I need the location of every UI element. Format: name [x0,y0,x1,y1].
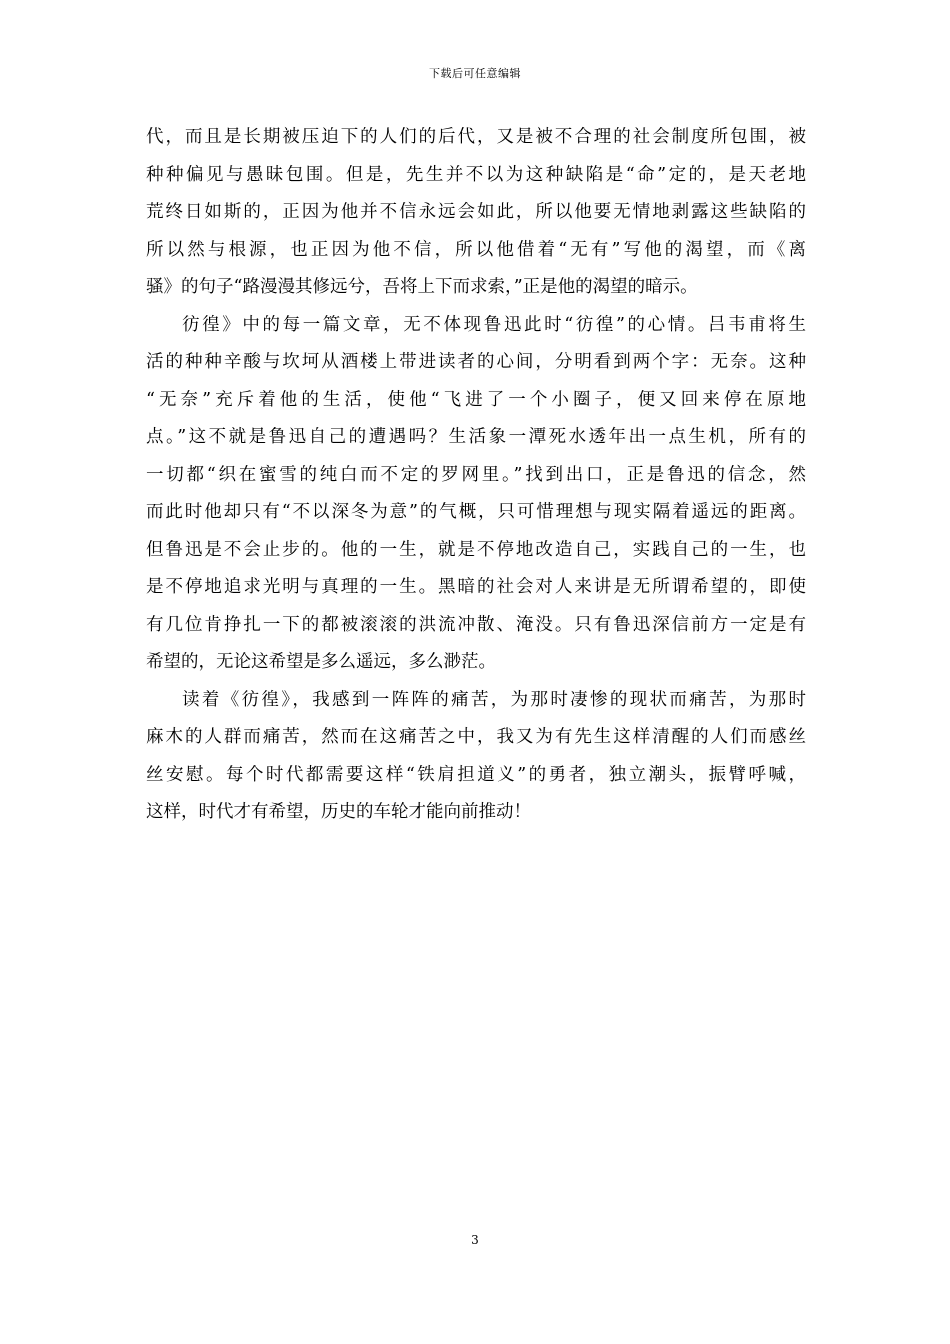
paragraph-2 [146,307,806,682]
text-line: 代，而且是长期被压迫下的人们的后代，又是被不合理的社会制度所包围，被 [146,127,806,147]
paragraph-1 [146,119,806,307]
text-line: 活的种种辛酸与坎坷从酒楼上带进读者的心间，分明看到两个字：无奈。这种 [146,352,806,372]
text-line: 彷徨》中的每一篇文章，无不体现鲁迅此时“彷徨”的心情。吕韦甫将生 [182,314,806,335]
text-line: 一切都“织在蜜雪的纯白而不定的罗网里。”找到出口，正是鲁迅的信念，然 [146,464,806,485]
text-line: 所以然与根源，也正因为他不信，所以他借着“无有”写他的渴望，而《离 [146,239,806,260]
text-line: 但鲁迅是不会止步的。他的一生，就是不停地改造自己，实践自己的一生，也 [146,539,806,560]
text-line: “无奈”充斥着他的生活，使他“飞进了一个小圈子，便又回来停在原地 [146,389,806,410]
text-line: 而此时他却只有“不以深冬为意”的气概，只可惜理想与现实隔着遥远的距离。 [146,502,806,522]
text-line: 读着《彷徨》，我感到一阵阵的痛苦，为那时凄惨的现状而痛苦，为那时 [182,689,806,710]
text-line: 这样，时代才有希望，历史的车轮才能向前推动！ [146,802,531,822]
text-line: 希望的，无论这希望是多么遥远，多么渺茫。 [146,652,496,672]
paragraph-3 [146,682,806,832]
text-line: 麻木的人群而痛苦，然而在这痛苦之中，我又为有先生这样清醒的人们而感丝 [146,727,806,747]
page-header: 下载后可任意编辑 [429,67,521,80]
text-line: 点。”这不就是鲁迅自己的遭遇吗？生活象一潭死水透年出一点生机，所有的 [146,427,806,447]
page-number: 3 [471,1233,479,1247]
text-line: 种种偏见与愚昧包围。但是，先生并不以为这种缺陷是“命”定的，是天老地 [146,164,806,185]
text-line: 荒终日如斯的，正因为他并不信永远会如此，所以他要无情地剥露这些缺陷的 [146,202,806,222]
document-body [146,119,806,832]
text-line: 丝安慰。每个时代都需要这样“铁肩担道义”的勇者，独立潮头，振臂呼喊， [146,764,806,785]
text-line: 有几位肯挣扎一下的都被滚滚的洪流冲散、淹没。只有鲁迅深信前方一定是有 [146,614,806,635]
text-line: 骚》的句子“路漫漫其修远兮，吾将上下而求索，”正是他的渴望的暗示。 [146,277,698,297]
text-line: 是不停地追求光明与真理的一生。黑暗的社会对人来讲是无所谓希望的，即使 [146,577,806,597]
